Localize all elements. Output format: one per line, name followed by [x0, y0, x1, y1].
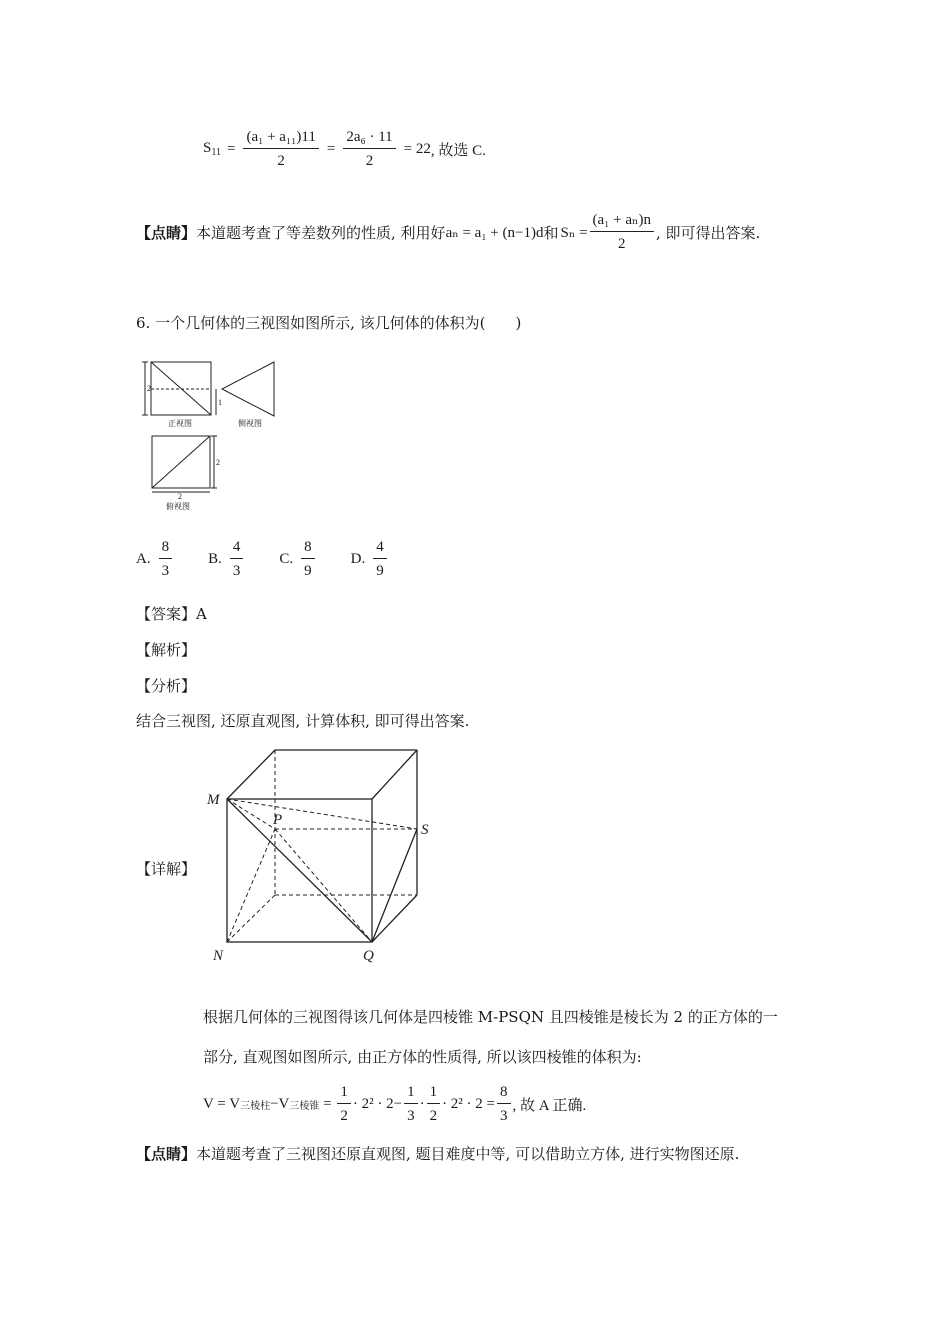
- fenxi-heading: 【分析】: [136, 677, 197, 695]
- top-dim-bottom: 2: [178, 492, 182, 501]
- top-view-label: 俯视图: [166, 502, 190, 511]
- option-a[interactable]: A. $\frac{8}{3}$: [136, 538, 174, 580]
- dianjing-2-tag: 【点睛】: [136, 1145, 197, 1163]
- option-b[interactable]: B. $\frac{4}{3}$: [208, 538, 245, 580]
- top-dim-right: 2: [216, 458, 220, 467]
- s11-tail: , 故选 C.: [430, 142, 486, 159]
- vertex-p-label: P: [273, 812, 283, 828]
- front-view-label: 正视图: [168, 419, 192, 428]
- options-row: [136, 538, 423, 580]
- front-dim-left: 2: [147, 384, 151, 393]
- option-d[interactable]: D. $\frac{4}{9}$: [351, 538, 389, 580]
- dianjing-1-text3: , 即可得出答案.: [656, 223, 761, 242]
- dianjing-1-text1: 本道题考查了等差数列的性质, 利用好: [196, 223, 446, 242]
- vertex-m-label: M: [207, 792, 220, 808]
- s11-lhs: $S_{11}$: [203, 140, 221, 158]
- cube-solid-edges: [227, 750, 417, 942]
- dianjing-2: [136, 1143, 739, 1164]
- front-dim-right: 1: [218, 398, 222, 407]
- front-view: [142, 362, 216, 415]
- volume-formula: V = V 三棱柱 −V 三棱锥 = $\frac{1}{2}$ · 2² · 2− $\frac{1}{3}$ · $\frac{1}{2}$ · 2² · 2 = $\frac{8}{3}$ , 故 A 正确.: [203, 1084, 587, 1124]
- option-c[interactable]: C. $\frac{8}{9}$: [279, 538, 316, 580]
- dianjing-1-formula: aₙ = a₁ + (n−1)d: [445, 224, 544, 241]
- s11-frac1: $\frac{\text{(a₁ + a₁₁)11}}{2}$: [243, 128, 318, 170]
- vertex-s-label: S: [421, 822, 429, 838]
- vertex-n-label: N: [213, 948, 224, 964]
- dianjing-2-text: 本道题考查了三视图还原直观图, 题目难度中等, 可以借助立方体, 进行实物图还原.: [196, 1145, 740, 1163]
- three-view-figure: [138, 356, 288, 516]
- dianjing-1-sn: Sₙ =: [560, 224, 588, 241]
- dianjing-1-text2: 和: [543, 223, 559, 242]
- xiangjie-heading: 【详解】: [136, 860, 197, 878]
- xiangjie-para-2: 部分, 直观图如图所示, 由正方体的性质得, 所以该四棱锥的体积为:: [203, 1048, 642, 1066]
- side-view-label: 侧视图: [238, 419, 262, 428]
- s11-result: = 22: [403, 140, 431, 157]
- side-view: [222, 362, 274, 416]
- cube-hidden-edges: [227, 750, 417, 942]
- s11-formula: $S_{11}$ = $\frac{\text{(a₁ + a₁₁)11}}{2}$ = $\frac{\text{2a₆ · 11}}{2}$ = 22 , 故选 C.: [203, 129, 486, 169]
- vertex-q-label: Q: [363, 948, 374, 964]
- question-stem: 6. 一个几何体的三视图如图所示, 该几何体的体积为( ): [136, 314, 522, 332]
- jiexi-heading: 【解析】: [136, 641, 197, 659]
- s11-frac2: $\frac{\text{2a₆ · 11}}{2}$: [343, 128, 395, 170]
- fenxi-text: 结合三视图, 还原直观图, 计算体积, 即可得出答案.: [136, 712, 470, 730]
- dianjing-1-tag: 【点睛】: [136, 223, 197, 242]
- dianjing-1-frac: $\frac{\text{(a₁ + aₙ)n}}{2}$: [590, 211, 654, 253]
- dianjing-1: [136, 211, 760, 253]
- answer-line: 【答案】A: [136, 605, 207, 623]
- cube-figure: [205, 740, 445, 970]
- xiangjie-para-1: 根据几何体的三视图得该几何体是四棱锥 M-PSQN 且四棱锥是棱长为 2 的正方体的一: [203, 1008, 778, 1026]
- top-view: [152, 436, 217, 492]
